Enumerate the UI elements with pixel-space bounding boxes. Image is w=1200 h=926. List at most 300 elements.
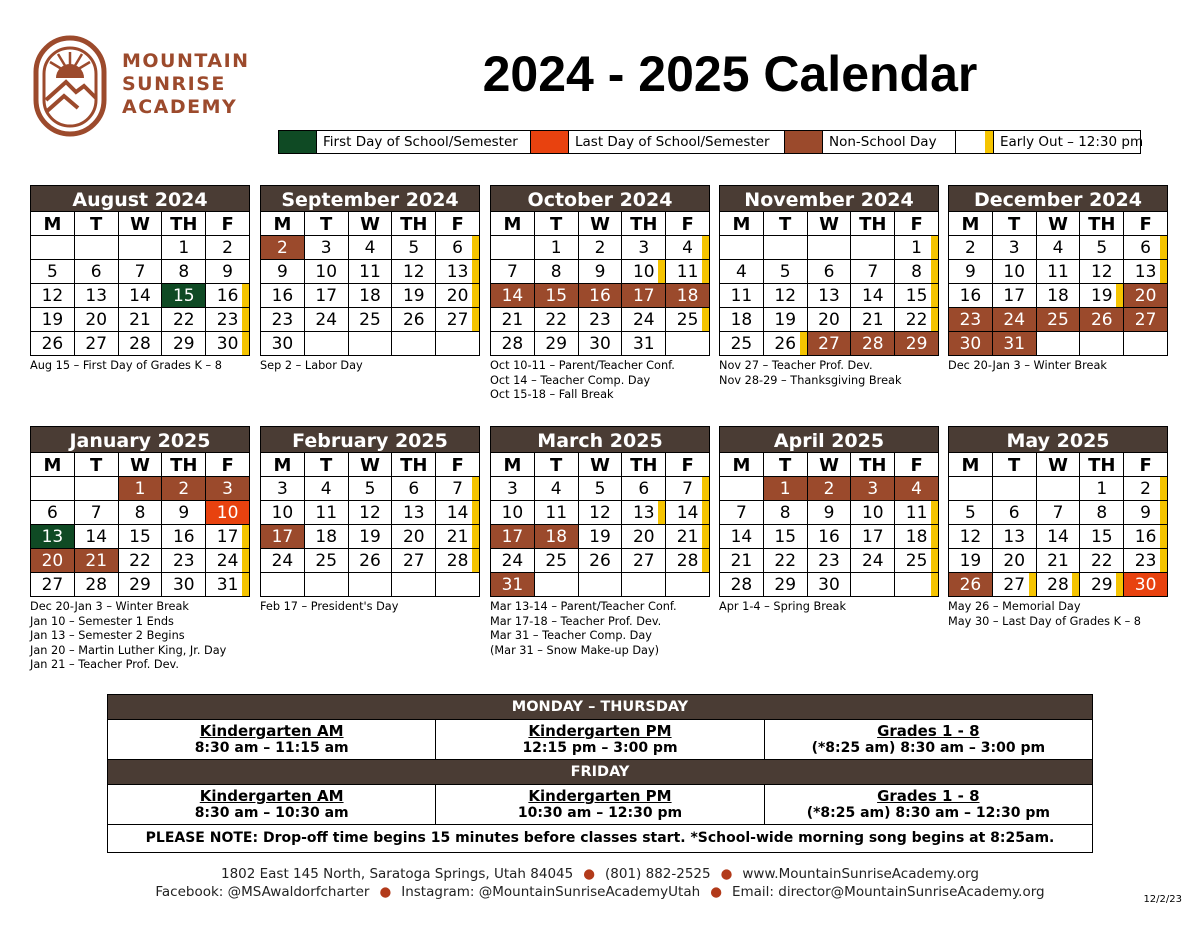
month-notes xyxy=(719,359,939,388)
weekday-header: M xyxy=(31,453,75,477)
day-cell: 7 xyxy=(491,260,535,284)
day-cell: 12 xyxy=(949,525,993,549)
day-cell: 18 xyxy=(305,525,349,549)
day-cell: 20 xyxy=(436,284,480,308)
day-cell: 4 xyxy=(1037,236,1081,260)
day-cell: 27 xyxy=(75,332,119,356)
day-cell: 22 xyxy=(119,549,163,573)
footer-email[interactable]: Email: director@MountainSunriseAcademy.org xyxy=(731,884,1045,900)
day-cell: 19 xyxy=(579,525,623,549)
day-cell: 27 xyxy=(808,332,852,356)
day-cell: 3 xyxy=(491,477,535,501)
day-cell: 16 xyxy=(261,284,305,308)
weekday-header: W xyxy=(808,212,852,236)
empty-day-cell xyxy=(535,573,579,597)
day-cell: 4 xyxy=(349,236,393,260)
day-cell: 28 xyxy=(491,332,535,356)
day-cell: 12 xyxy=(392,260,436,284)
day-cell: 14 xyxy=(119,284,163,308)
weekday-header: TH xyxy=(622,212,666,236)
month-note: Dec 20-Jan 3 – Winter Break xyxy=(30,600,189,613)
day-cell: 25 xyxy=(349,308,393,332)
day-cell: 20 xyxy=(75,308,119,332)
day-cell: 28 xyxy=(720,573,764,597)
weekday-header: TH xyxy=(162,453,206,477)
day-cell: 29 xyxy=(764,573,808,597)
schedule-program: Kindergarten PM xyxy=(528,722,672,740)
weekday-header: W xyxy=(1037,453,1081,477)
day-cell: 29 xyxy=(119,573,163,597)
schedule-cell xyxy=(765,720,1092,759)
day-cell: 29 xyxy=(895,332,939,356)
day-cell: 9 xyxy=(261,260,305,284)
day-cell: 6 xyxy=(392,477,436,501)
day-cell: 2 xyxy=(579,236,623,260)
schedule-cell xyxy=(436,720,764,759)
day-cell: 17 xyxy=(261,525,305,549)
day-cell: 13 xyxy=(808,284,852,308)
day-cell: 1 xyxy=(764,477,808,501)
day-cell: 2 xyxy=(808,477,852,501)
month-note: Oct 15-18 – Fall Break xyxy=(490,388,614,401)
month-grid xyxy=(490,452,710,597)
day-cell: 4 xyxy=(535,477,579,501)
empty-day-cell xyxy=(119,236,163,260)
day-cell: 14 xyxy=(1037,525,1081,549)
day-cell: 13 xyxy=(392,501,436,525)
footer-facebook[interactable]: Facebook: @MSAwaldorfcharter xyxy=(155,884,370,900)
empty-day-cell xyxy=(261,573,305,597)
month-calendar xyxy=(30,426,250,673)
day-cell: 22 xyxy=(1080,549,1124,573)
day-cell: 22 xyxy=(764,549,808,573)
weekday-header: T xyxy=(305,212,349,236)
day-cell: 3 xyxy=(206,477,250,501)
day-cell: 28 xyxy=(851,332,895,356)
weekday-header: W xyxy=(119,453,163,477)
day-cell: 23 xyxy=(162,549,206,573)
schedule-row xyxy=(108,784,1092,825)
empty-day-cell xyxy=(764,236,808,260)
empty-day-cell xyxy=(1080,332,1124,356)
day-cell: 6 xyxy=(993,501,1037,525)
day-cell: 16 xyxy=(579,284,623,308)
empty-day-cell xyxy=(993,477,1037,501)
day-cell: 28 xyxy=(436,549,480,573)
day-cell: 12 xyxy=(764,284,808,308)
empty-day-cell xyxy=(1124,332,1168,356)
month-title: August 2024 xyxy=(30,185,250,211)
month-note: Apr 1-4 – Spring Break xyxy=(719,600,847,613)
day-cell: 30 xyxy=(261,332,305,356)
empty-day-cell xyxy=(305,332,349,356)
schedule-table xyxy=(107,694,1093,853)
month-notes xyxy=(490,600,710,658)
month-notes xyxy=(30,359,250,374)
empty-day-cell xyxy=(436,332,480,356)
day-cell: 15 xyxy=(895,284,939,308)
day-cell: 6 xyxy=(436,236,480,260)
day-cell: 15 xyxy=(535,284,579,308)
weekday-header: M xyxy=(491,453,535,477)
day-cell: 28 xyxy=(119,332,163,356)
day-cell: 31 xyxy=(206,573,250,597)
day-cell: 4 xyxy=(305,477,349,501)
month-note: Dec 20-Jan 3 – Winter Break xyxy=(948,359,1107,372)
day-cell: 14 xyxy=(851,284,895,308)
month-note: Nov 27 – Teacher Prof. Dev. xyxy=(719,359,873,372)
day-cell: 30 xyxy=(808,573,852,597)
empty-day-cell xyxy=(349,332,393,356)
empty-day-cell xyxy=(392,573,436,597)
day-cell: 14 xyxy=(436,501,480,525)
day-cell: 20 xyxy=(1124,284,1168,308)
day-cell: 16 xyxy=(162,525,206,549)
day-cell: 19 xyxy=(31,308,75,332)
weekday-header: TH xyxy=(392,453,436,477)
weekday-header: TH xyxy=(1080,453,1124,477)
day-cell: 26 xyxy=(31,332,75,356)
day-cell: 27 xyxy=(993,573,1037,597)
day-cell: 21 xyxy=(436,525,480,549)
empty-day-cell xyxy=(75,477,119,501)
weekday-header: M xyxy=(949,212,993,236)
day-cell: 29 xyxy=(535,332,579,356)
day-cell: 15 xyxy=(764,525,808,549)
month-notes xyxy=(490,359,710,403)
month-notes xyxy=(948,600,1168,629)
day-cell: 1 xyxy=(535,236,579,260)
day-cell: 25 xyxy=(535,549,579,573)
day-cell: 20 xyxy=(808,308,852,332)
day-cell: 16 xyxy=(808,525,852,549)
day-cell: 30 xyxy=(1124,573,1168,597)
month-calendar xyxy=(490,426,710,658)
weekday-header: W xyxy=(349,212,393,236)
day-cell: 11 xyxy=(1037,260,1081,284)
day-cell: 5 xyxy=(31,260,75,284)
day-cell: 12 xyxy=(31,284,75,308)
day-cell: 17 xyxy=(622,284,666,308)
empty-day-cell xyxy=(31,236,75,260)
day-cell: 27 xyxy=(392,549,436,573)
legend-label-first-day: First Day of School/Semester xyxy=(317,131,531,153)
day-cell: 8 xyxy=(119,501,163,525)
day-cell: 17 xyxy=(851,525,895,549)
day-cell: 12 xyxy=(349,501,393,525)
weekday-header: W xyxy=(579,212,623,236)
month-calendar xyxy=(719,185,939,388)
month-title: September 2024 xyxy=(260,185,480,211)
day-cell: 20 xyxy=(993,549,1037,573)
day-cell: 1 xyxy=(119,477,163,501)
day-cell: 31 xyxy=(993,332,1037,356)
day-cell: 5 xyxy=(949,501,993,525)
schedule-program: Kindergarten AM xyxy=(199,722,344,740)
day-cell: 23 xyxy=(949,308,993,332)
weekday-header: F xyxy=(666,453,710,477)
day-cell: 3 xyxy=(261,477,305,501)
schedule-time: 12:15 pm – 3:00 pm xyxy=(522,740,678,756)
school-name-line: SUNRISE xyxy=(122,73,226,95)
month-calendar xyxy=(30,185,250,374)
day-cell: 21 xyxy=(119,308,163,332)
empty-day-cell xyxy=(808,236,852,260)
month-grid xyxy=(30,452,250,597)
weekday-header: F xyxy=(206,212,250,236)
day-cell: 7 xyxy=(851,260,895,284)
day-cell: 19 xyxy=(349,525,393,549)
academy-logo-icon xyxy=(30,30,110,138)
day-cell: 6 xyxy=(622,477,666,501)
day-cell: 27 xyxy=(622,549,666,573)
day-cell: 29 xyxy=(1080,573,1124,597)
month-note: Sep 2 – Labor Day xyxy=(260,359,363,372)
month-notes xyxy=(260,600,480,615)
day-cell: 11 xyxy=(305,501,349,525)
month-note: Mar 31 – Teacher Comp. Day xyxy=(490,629,652,642)
day-cell: 9 xyxy=(206,260,250,284)
weekday-header: TH xyxy=(851,453,895,477)
day-cell: 4 xyxy=(895,477,939,501)
empty-day-cell xyxy=(851,236,895,260)
empty-day-cell xyxy=(622,573,666,597)
month-title: April 2025 xyxy=(719,426,939,452)
day-cell: 25 xyxy=(720,332,764,356)
day-cell: 18 xyxy=(535,525,579,549)
day-cell: 26 xyxy=(1080,308,1124,332)
month-note: Jan 21 – Teacher Prof. Dev. xyxy=(30,658,179,671)
footer-phone: (801) 882-2525 xyxy=(605,866,711,882)
day-cell: 6 xyxy=(808,260,852,284)
day-cell: 7 xyxy=(75,501,119,525)
footer-website[interactable]: www.MountainSunriseAcademy.org xyxy=(742,866,979,882)
month-grid xyxy=(30,211,250,356)
weekday-header: M xyxy=(949,453,993,477)
day-cell: 6 xyxy=(75,260,119,284)
day-cell: 2 xyxy=(261,236,305,260)
day-cell: 4 xyxy=(720,260,764,284)
month-calendar xyxy=(260,426,480,615)
empty-day-cell xyxy=(305,573,349,597)
schedule-cell xyxy=(108,785,436,824)
day-cell: 24 xyxy=(261,549,305,573)
day-cell: 19 xyxy=(1080,284,1124,308)
day-cell: 30 xyxy=(949,332,993,356)
month-title: January 2025 xyxy=(30,426,250,452)
day-cell: 24 xyxy=(993,308,1037,332)
day-cell: 8 xyxy=(895,260,939,284)
day-cell: 3 xyxy=(851,477,895,501)
day-cell: 14 xyxy=(75,525,119,549)
empty-day-cell xyxy=(392,332,436,356)
schedule-heading-friday: FRIDAY xyxy=(108,760,1092,784)
footer-address: 1802 East 145 North, Saratoga Springs, Utah 84045 xyxy=(220,866,574,882)
month-note: Oct 10-11 – Parent/Teacher Conf. xyxy=(490,359,675,372)
school-name xyxy=(122,50,250,119)
weekday-header: F xyxy=(206,453,250,477)
schedule-time: 8:30 am – 10:30 am xyxy=(194,805,349,821)
day-cell: 30 xyxy=(579,332,623,356)
day-cell: 17 xyxy=(206,525,250,549)
empty-day-cell xyxy=(349,573,393,597)
weekday-header: TH xyxy=(392,212,436,236)
day-cell: 12 xyxy=(579,501,623,525)
weekday-header: T xyxy=(75,453,119,477)
day-cell: 18 xyxy=(720,308,764,332)
day-cell: 5 xyxy=(579,477,623,501)
empty-day-cell xyxy=(895,573,939,597)
month-calendar xyxy=(260,185,480,374)
day-cell: 10 xyxy=(851,501,895,525)
day-cell: 11 xyxy=(349,260,393,284)
bullet-icon: ● xyxy=(379,884,392,900)
day-cell: 13 xyxy=(993,525,1037,549)
day-cell: 1 xyxy=(162,236,206,260)
day-cell: 28 xyxy=(75,573,119,597)
month-note: (Mar 31 – Snow Make-up Day) xyxy=(490,643,660,657)
day-cell: 23 xyxy=(808,549,852,573)
footer-social-line xyxy=(0,884,1200,900)
schedule-program: Grades 1 - 8 xyxy=(877,787,980,805)
day-cell: 5 xyxy=(1080,236,1124,260)
school-name-line: ACADEMY xyxy=(122,96,238,118)
month-title: May 2025 xyxy=(948,426,1168,452)
day-cell: 14 xyxy=(666,501,710,525)
bullet-icon: ● xyxy=(720,866,733,882)
day-cell: 30 xyxy=(162,573,206,597)
legend-label-non-school: Non-School Day xyxy=(823,131,956,153)
weekday-header: F xyxy=(1124,212,1168,236)
day-cell: 26 xyxy=(764,332,808,356)
day-cell: 7 xyxy=(1037,501,1081,525)
month-title: February 2025 xyxy=(260,426,480,452)
day-cell: 17 xyxy=(491,525,535,549)
month-calendar xyxy=(719,426,939,615)
day-cell: 30 xyxy=(206,332,250,356)
day-cell: 23 xyxy=(206,308,250,332)
day-cell: 17 xyxy=(993,284,1037,308)
month-title: November 2024 xyxy=(719,185,939,211)
weekday-header: M xyxy=(261,212,305,236)
day-cell: 24 xyxy=(851,549,895,573)
day-cell: 26 xyxy=(392,308,436,332)
schedule-time: 10:30 am – 12:30 pm xyxy=(517,805,683,821)
schedule-cell xyxy=(765,785,1092,824)
weekday-header: TH xyxy=(622,453,666,477)
day-cell: 10 xyxy=(491,501,535,525)
day-cell: 21 xyxy=(491,308,535,332)
month-note: May 30 – Last Day of Grades K – 8 xyxy=(948,614,1141,628)
weekday-header: T xyxy=(535,212,579,236)
day-cell: 26 xyxy=(579,549,623,573)
weekday-header: T xyxy=(993,453,1037,477)
empty-day-cell xyxy=(579,573,623,597)
weekday-header: W xyxy=(119,212,163,236)
empty-day-cell xyxy=(666,332,710,356)
day-cell: 9 xyxy=(1124,501,1168,525)
weekday-header: T xyxy=(75,212,119,236)
day-cell: 31 xyxy=(491,573,535,597)
schedule-time: (*8:25 am) 8:30 am – 12:30 pm xyxy=(806,805,1050,821)
day-cell: 20 xyxy=(622,525,666,549)
empty-day-cell xyxy=(720,477,764,501)
day-cell: 13 xyxy=(75,284,119,308)
day-cell: 12 xyxy=(1080,260,1124,284)
schedule-note: PLEASE NOTE: Drop-off time begins 15 minutes before classes start. *School-wide morning song begins at 8:25am. xyxy=(145,830,1055,846)
day-cell: 25 xyxy=(1037,308,1081,332)
day-cell: 6 xyxy=(31,501,75,525)
weekday-header: M xyxy=(720,212,764,236)
day-cell: 18 xyxy=(895,525,939,549)
day-cell: 23 xyxy=(261,308,305,332)
page-title: 2024 - 2025 Calendar xyxy=(482,46,978,102)
month-calendar xyxy=(948,426,1168,629)
day-cell: 13 xyxy=(31,525,75,549)
weekday-header: F xyxy=(895,453,939,477)
day-cell: 9 xyxy=(949,260,993,284)
month-notes xyxy=(948,359,1168,374)
day-cell: 13 xyxy=(1124,260,1168,284)
month-grid xyxy=(719,211,939,356)
weekday-header: T xyxy=(305,453,349,477)
day-cell: 29 xyxy=(162,332,206,356)
weekday-header: M xyxy=(261,453,305,477)
day-cell: 16 xyxy=(206,284,250,308)
month-note: Aug 15 – First Day of Grades K – 8 xyxy=(30,359,222,372)
schedule-cell xyxy=(436,785,764,824)
schedule-heading-mon-thu: MONDAY – THURSDAY xyxy=(108,695,1092,719)
weekday-header: M xyxy=(720,453,764,477)
month-note: Jan 13 – Semester 2 Begins xyxy=(30,629,185,642)
month-calendar xyxy=(490,185,710,403)
weekday-header: W xyxy=(579,453,623,477)
month-title: October 2024 xyxy=(490,185,710,211)
day-cell: 2 xyxy=(206,236,250,260)
weekday-header: F xyxy=(1124,453,1168,477)
month-calendar xyxy=(948,185,1168,374)
day-cell: 25 xyxy=(666,308,710,332)
day-cell: 24 xyxy=(622,308,666,332)
day-cell: 7 xyxy=(119,260,163,284)
day-cell: 27 xyxy=(1124,308,1168,332)
weekday-header: TH xyxy=(1080,212,1124,236)
day-cell: 21 xyxy=(720,549,764,573)
empty-day-cell xyxy=(851,573,895,597)
legend-swatch-last-day xyxy=(531,131,569,153)
day-cell: 10 xyxy=(993,260,1037,284)
day-cell: 2 xyxy=(949,236,993,260)
day-cell: 20 xyxy=(392,525,436,549)
day-cell: 15 xyxy=(119,525,163,549)
day-cell: 10 xyxy=(206,501,250,525)
day-cell: 25 xyxy=(895,549,939,573)
weekday-header: F xyxy=(436,453,480,477)
empty-day-cell xyxy=(1037,332,1081,356)
day-cell: 10 xyxy=(261,501,305,525)
month-note: Mar 17-18 – Teacher Prof. Dev. xyxy=(490,614,662,628)
month-grid xyxy=(948,211,1168,356)
day-cell: 24 xyxy=(206,549,250,573)
day-cell: 21 xyxy=(75,549,119,573)
footer-instagram[interactable]: Instagram: @MountainSunriseAcademyUtah xyxy=(401,884,701,900)
month-notes xyxy=(260,359,480,374)
day-cell: 23 xyxy=(1124,549,1168,573)
day-cell: 1 xyxy=(895,236,939,260)
day-cell: 7 xyxy=(720,501,764,525)
day-cell: 9 xyxy=(579,260,623,284)
day-cell: 21 xyxy=(851,308,895,332)
